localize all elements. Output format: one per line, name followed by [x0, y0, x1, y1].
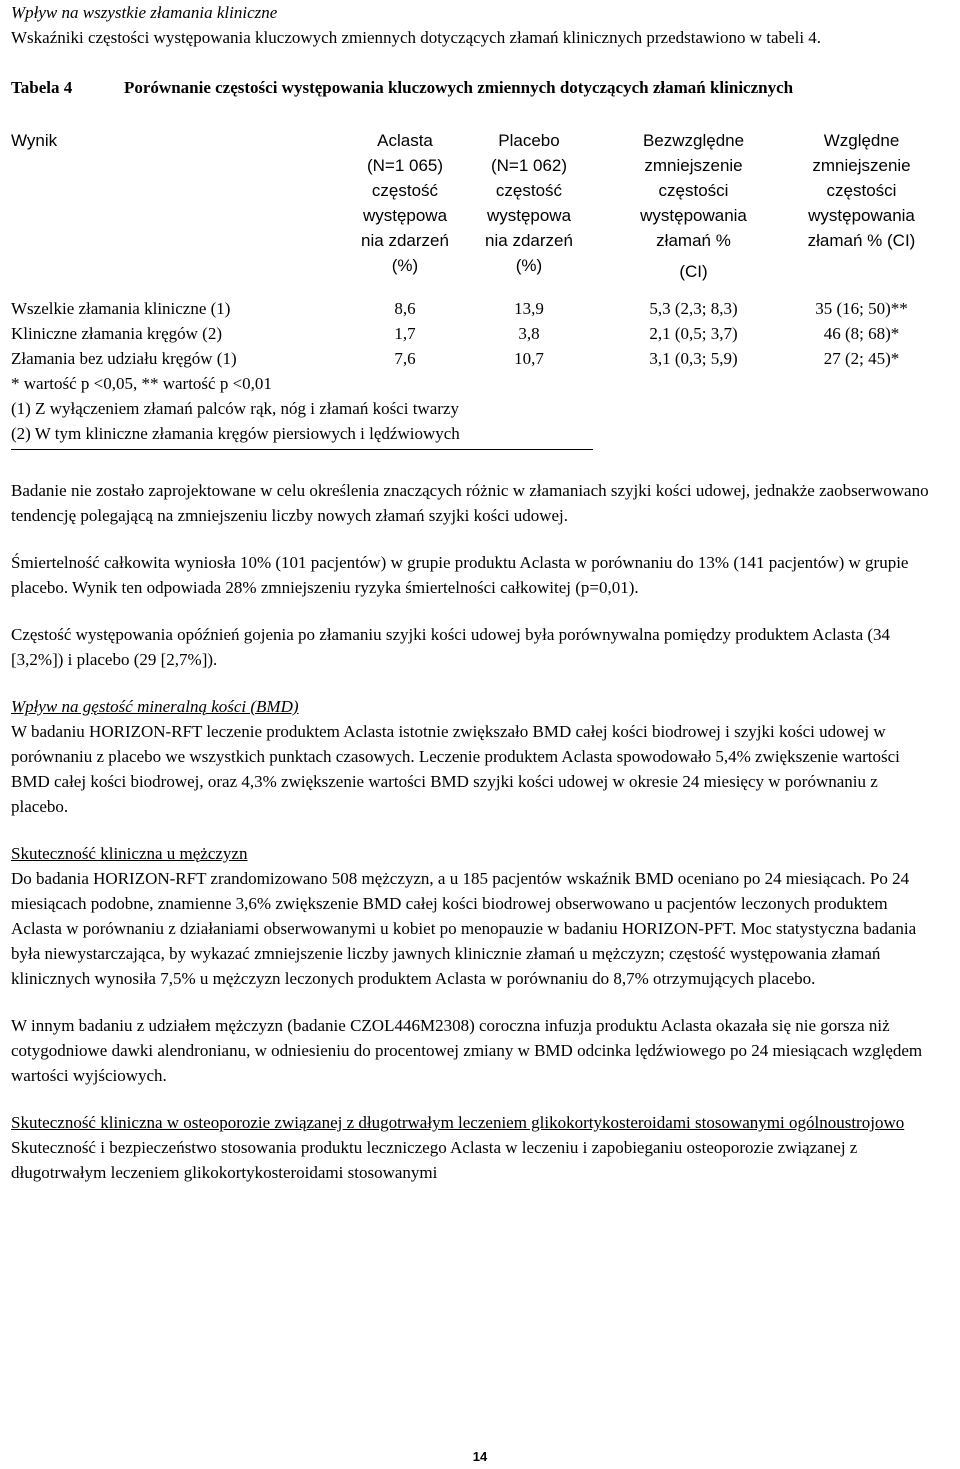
row-name: Złamania bez udziału kręgów (1) — [11, 349, 237, 368]
cell-absolute: 5,3 (2,3; 8,3) — [649, 299, 738, 318]
header-outcome: Wynik — [11, 131, 58, 150]
table-header-row — [11, 128, 927, 284]
table-bottom-rule — [11, 449, 593, 450]
men-paragraph-2: W innym badaniu z udziałem mężczyzn (badanie CZOL446M2308) coroczna infuzja produktu Aclasta okazała się nie gorsza niż cotygodniowe dawki alendronianu, w odniesieniu do procentowej zmiany w BMD odcinka lędźwiowego po 24 miesiącach względem wartości wyjściowych. — [11, 1016, 923, 1085]
section-heading-all-fractures: Wpływ na wszystkie złamania kliniczne — [11, 3, 278, 22]
table-footnote: * wartość p <0,05, ** wartość p <0,01 — [11, 374, 272, 393]
bmd-paragraph: W badaniu HORIZON-RFT leczenie produktem Aclasta istotnie zwiększało BMD całej kości biodrowej i szyjki kości udowej w porównaniu z placebo we wszystkich punktach czasowych. Leczenie produktem Aclasta spowodowało 5,4% zwiększenie wartości BMD całej kości biodrowej, oraz 4,3% zwiększenie wartości BMD szyjki kości udowej w okresie 24 miesięcy w porównaniu z placebo. — [11, 722, 900, 816]
cell-aclasta: 1,7 — [394, 324, 416, 343]
gio-heading: Skuteczność kliniczna w osteoporozie związanej z długotrwałym leczeniem glikokortykosteroidami stosowanymi ogólnoustrojowo — [11, 1113, 905, 1132]
men-heading: Skuteczność kliniczna u mężczyzn — [11, 844, 248, 863]
healing-paragraph: Częstość występowania opóźnień gojenia po złamaniu szyjki kości udowej była porównywalna pomiędzy produktem Aclasta (34 [3,2%]) i placebo (29 [2,7%]). — [11, 625, 891, 669]
table-footnote: (2) W tym kliniczne złamania kręgów piersiowych i lędźwiowych — [11, 424, 460, 443]
row-name: Wszelkie złamania kliniczne (1) — [11, 299, 231, 318]
men-paragraph-1: Do badania HORIZON-RFT zrandomizowano 508 mężczyzn, a u 185 pacjentów wskaźnik BMD oceniano po 24 miesiącach. Po 24 miesiącach podobne, znamienne 3,6% zwiększenie BMD całej kości biodrowej obserwowano u pacjentów leczonych produktem Aclasta w porównaniu z działaniami obserwowanymi u kobiet po menopauzie w badaniu HORIZON-PFT. Moc statystyczna badania była niewystarczająca, by wykazać zmniejszenie liczby jawnych klinicznie złamań u mężczyzn; częstość występowania złamań klinicznych wynosiła 7,5% u mężczyzn leczonych produktem Aclasta w porównaniu do 8,7% otrzymujących placebo. — [11, 869, 917, 988]
page-number: 14 — [472, 1449, 488, 1464]
table-row — [11, 321, 927, 346]
header-aclasta: Aclasta (N=1 065) częstość występowa nia zdarzeń (%) — [361, 131, 449, 275]
table-label: Tabela 4 — [11, 78, 73, 97]
table-row — [11, 346, 927, 371]
fracture-table — [11, 128, 927, 446]
document-page — [11, 0, 931, 1185]
cell-absolute: 2,1 (0,5; 3,7) — [649, 324, 738, 343]
cell-absolute: 3,1 (0,3; 5,9) — [649, 349, 738, 368]
intro-paragraph: Wskaźniki częstości występowania kluczowych zmiennych dotyczących złamań klinicznych przedstawiono w tabeli 4. — [11, 28, 822, 47]
cell-relative: 27 (2; 45)* — [823, 349, 900, 368]
header-relative-reduction: Względne zmniejszenie częstości występowania złamań % (CI) — [807, 131, 916, 250]
hip-paragraph: Badanie nie zostało zaprojektowane w celu określenia znaczących różnic w złamaniach szyjki kości udowej, jednakże zaobserwowano tendencję polegającą na zmniejszeniu liczby nowych złamań szyjki kości udowej. — [11, 481, 929, 525]
table-caption — [11, 75, 931, 100]
cell-aclasta: 7,6 — [394, 349, 416, 368]
table-footnote: (1) Z wyłączeniem złamań palców rąk, nóg i złamań kości twarzy — [11, 399, 459, 418]
cell-relative: 35 (16; 50)** — [815, 299, 908, 318]
cell-aclasta: 8,6 — [394, 299, 416, 318]
row-name: Kliniczne złamania kręgów (2) — [11, 324, 222, 343]
cell-relative: 46 (8; 68)* — [823, 324, 900, 343]
header-absolute-reduction: Bezwzględne zmniejszenie częstości występowania złamań % (CI) — [640, 131, 747, 281]
cell-placebo: 3,8 — [518, 324, 540, 343]
gio-paragraph: Skuteczność i bezpieczeństwo stosowania produktu leczniczego Aclasta w leczeniu i zapobieganiu osteoporozie związanej z długotrwałym leczeniem glikokortykosteroidami stosowanymi — [11, 1138, 858, 1182]
table-title: Porównanie częstości występowania kluczowych zmiennych dotyczących złamań klinicznych — [124, 78, 794, 97]
bmd-heading: Wpływ na gęstość mineralną kości (BMD) — [11, 697, 299, 716]
cell-placebo: 13,9 — [514, 299, 544, 318]
cell-placebo: 10,7 — [514, 349, 544, 368]
header-placebo: Placebo (N=1 062) częstość występowa nia zdarzeń (%) — [485, 131, 573, 275]
mortality-paragraph: Śmiertelność całkowita wyniosła 10% (101 pacjentów) w grupie produktu Aclasta w porównaniu do 13% (141 pacjentów) w grupie placebo. Wynik ten odpowiada 28% zmniejszeniu ryzyka śmiertelności całkowitej (p=0,01). — [11, 553, 909, 597]
table-row — [11, 284, 927, 321]
